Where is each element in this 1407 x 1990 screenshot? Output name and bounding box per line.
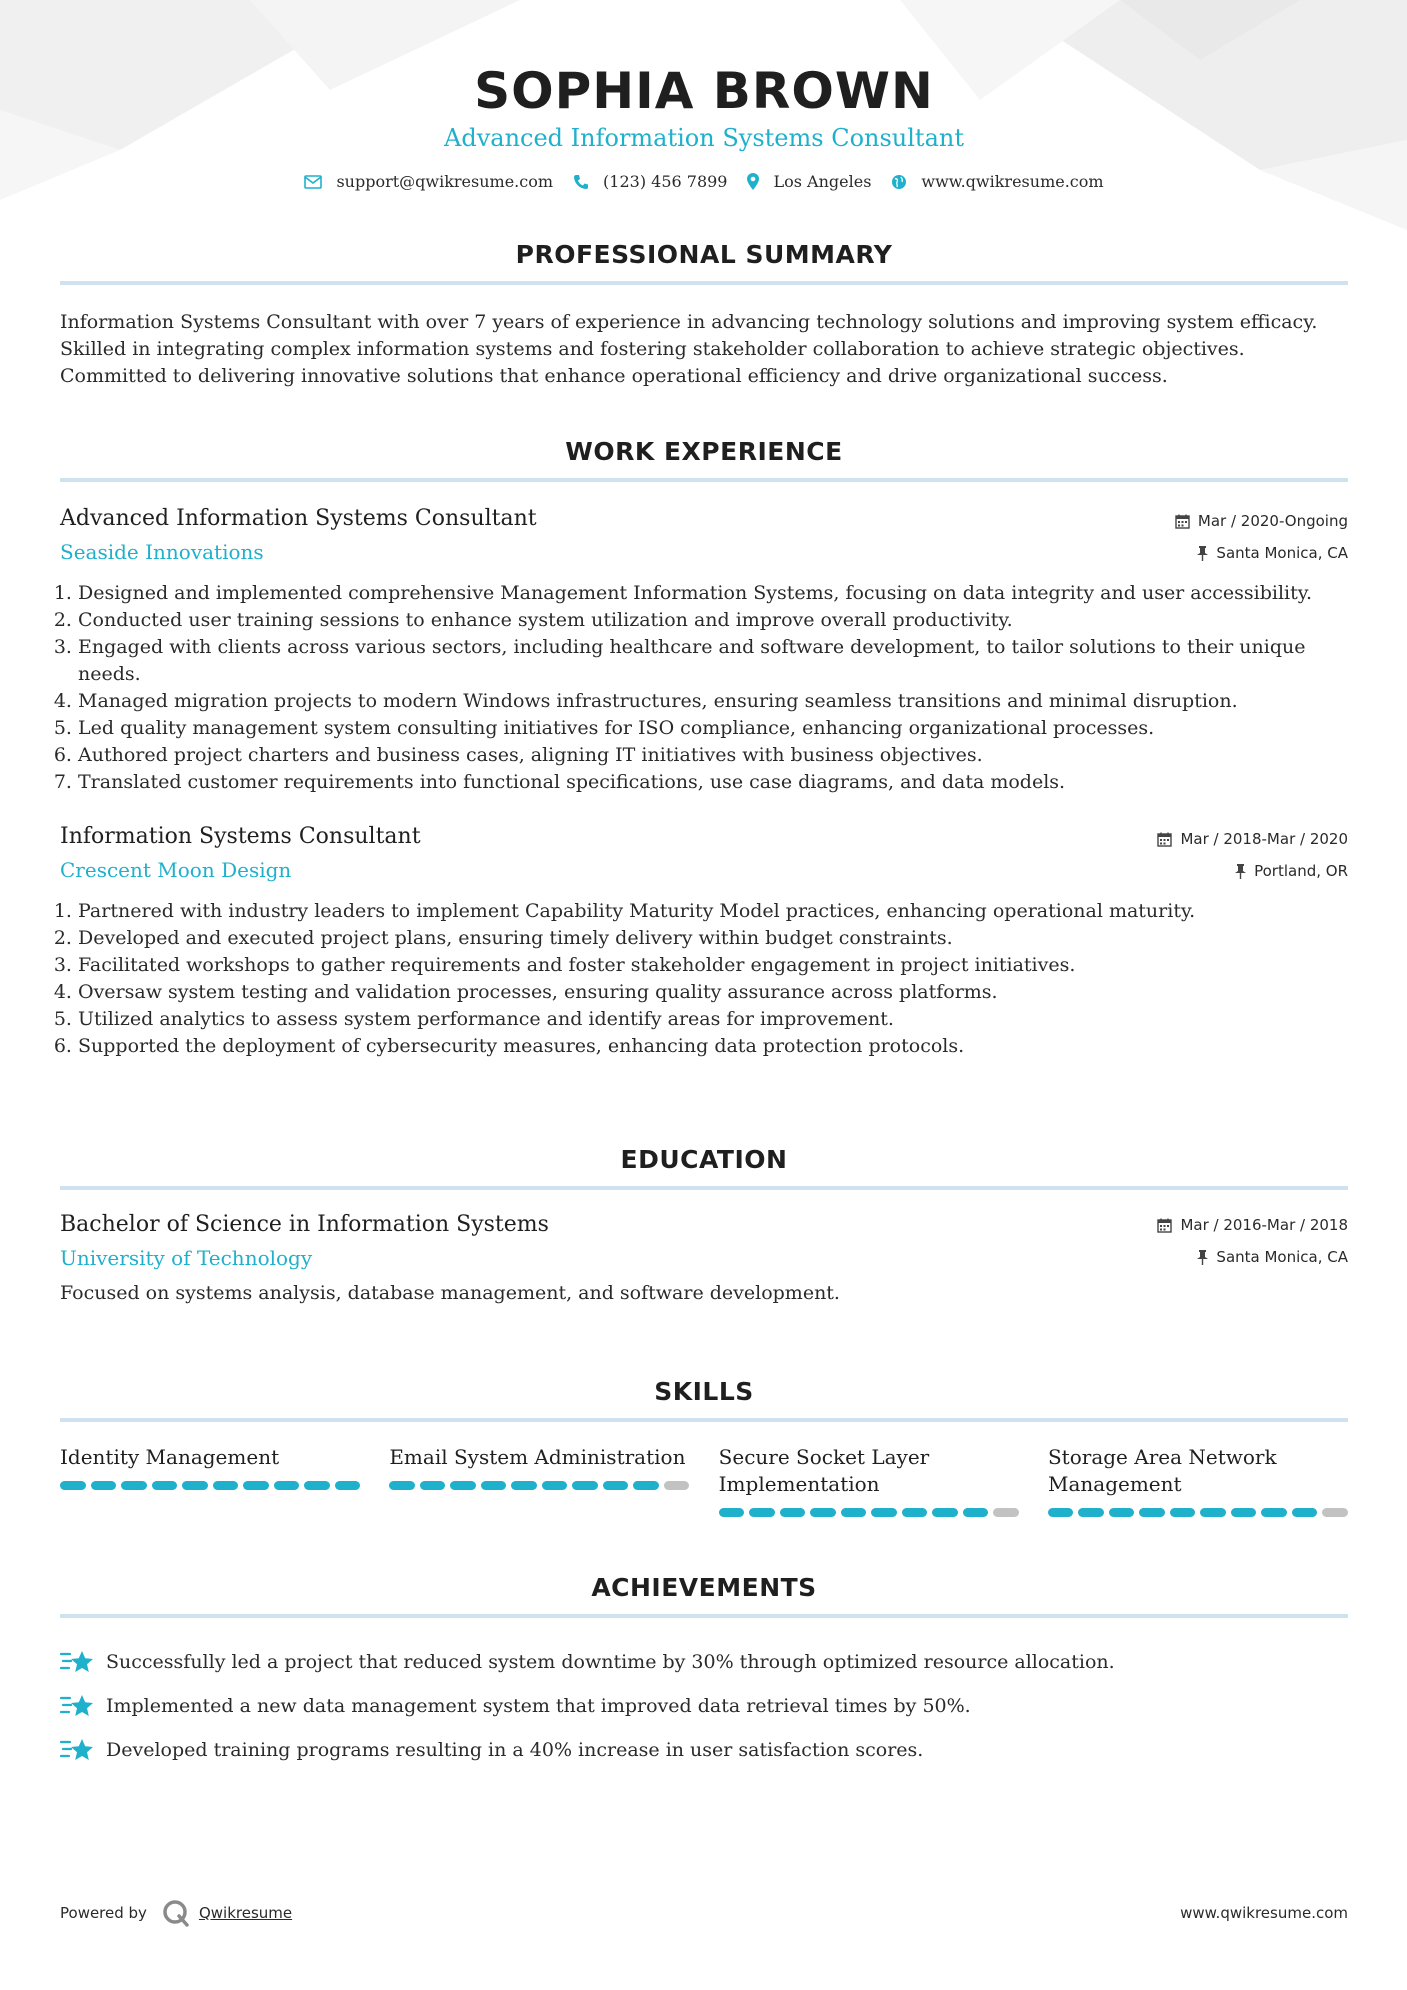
skill-segment-filled xyxy=(121,1481,147,1490)
skill-segment-filled xyxy=(1048,1508,1074,1517)
skill-segment-filled xyxy=(780,1508,806,1517)
job-bullet: 5. Utilized analytics to assess system performance and identify areas for improvement. xyxy=(78,1006,1348,1033)
section-divider xyxy=(60,1186,1348,1190)
skill-segment-filled xyxy=(1078,1508,1104,1517)
skill-segment-filled xyxy=(1261,1508,1287,1517)
education-heading: EDUCATION xyxy=(620,1145,788,1174)
job-title: Advanced Information Systems Consultant xyxy=(60,506,537,531)
skill-name: Secure Socket Layer Implementation xyxy=(718,1445,930,1496)
skill-segment-filled xyxy=(841,1508,867,1517)
contact-location xyxy=(747,172,871,191)
job-title: Information Systems Consultant xyxy=(60,824,421,849)
skill-segment-filled xyxy=(902,1508,928,1517)
phone-icon xyxy=(573,174,589,190)
skill-segment-filled xyxy=(389,1481,415,1490)
job-bullet: 5. Led quality management system consulting initiatives for ISO compliance, enhancing organizational processes. xyxy=(78,715,1348,742)
shooting-star-icon xyxy=(60,1648,94,1676)
skill-item xyxy=(1048,1444,1348,1517)
job-bullet: 3. Engaged with clients across various sectors, including healthcare and software development, to tailor solutions to their unique needs. xyxy=(78,634,1348,688)
candidate-title: Advanced Information Systems Consultant xyxy=(444,124,964,152)
education-section xyxy=(60,1145,1348,1307)
skills-heading: SKILLS xyxy=(654,1377,754,1406)
education-entry xyxy=(60,1210,1348,1307)
calendar-icon xyxy=(1157,1218,1172,1233)
job-bullet: 6. Supported the deployment of cybersecurity measures, enhancing data protection protocols. xyxy=(78,1033,1348,1060)
job-bullet: 1. Designed and implemented comprehensive Management Information Systems, focusing on data integrity and user accessibility. xyxy=(78,580,1348,607)
skill-level-bar xyxy=(389,1481,689,1490)
education-location-text: Santa Monica, CA xyxy=(1216,1248,1348,1266)
job-company: Seaside Innovations xyxy=(60,540,264,564)
skill-segment-filled xyxy=(1109,1508,1135,1517)
footer-website[interactable]: www.qwikresume.com xyxy=(1180,1904,1348,1922)
skill-segment-filled xyxy=(304,1481,330,1490)
pushpin-icon xyxy=(1235,864,1246,879)
job-entry xyxy=(60,504,1348,796)
candidate-name: SOPHIA BROWN xyxy=(474,62,934,120)
contact-phone-text: (123) 456 7899 xyxy=(603,172,728,191)
job-location-text: Portland, OR xyxy=(1254,862,1348,880)
contact-location-text: Los Angeles xyxy=(773,172,872,191)
skill-segment-filled xyxy=(1292,1508,1318,1517)
skill-segment-filled xyxy=(633,1481,659,1490)
envelope-icon xyxy=(304,175,322,189)
job-entry xyxy=(60,822,1348,1060)
experience-section xyxy=(60,437,1348,1060)
calendar-icon xyxy=(1175,514,1190,529)
skill-segment-filled xyxy=(182,1481,208,1490)
education-dates-text: Mar / 2016-Mar / 2018 xyxy=(1180,1216,1348,1234)
contact-email-text: support@qwikresume.com xyxy=(336,172,554,191)
skill-segment-filled xyxy=(1200,1508,1226,1517)
job-dates-text: Mar / 2018-Mar / 2020 xyxy=(1180,830,1348,848)
achievement-text: Developed training programs resulting in a 40% increase in user satisfaction scores. xyxy=(106,1738,924,1761)
education-location xyxy=(1157,1246,1348,1268)
education-degree: Bachelor of Science in Information Systems xyxy=(60,1212,549,1237)
achievements-section xyxy=(60,1573,1348,1772)
skill-segment-filled xyxy=(1139,1508,1165,1517)
achievements-list xyxy=(60,1640,1348,1772)
skill-name: Identity Management xyxy=(60,1445,280,1469)
summary-section xyxy=(60,240,1348,390)
job-bullets xyxy=(60,898,1348,1060)
skill-segment-filled xyxy=(60,1481,86,1490)
skill-segment-filled xyxy=(420,1481,446,1490)
map-pin-icon xyxy=(747,173,759,190)
achievement-text: Implemented a new data management system that improved data retrieval times by 50%. xyxy=(106,1694,971,1717)
job-bullets xyxy=(60,580,1348,796)
achievement-text: Successfully led a project that reduced system downtime by 30% through optimized resource allocation. xyxy=(106,1650,1115,1673)
shooting-star-icon xyxy=(60,1692,94,1720)
skill-segment-filled xyxy=(450,1481,476,1490)
skill-segment-filled xyxy=(603,1481,629,1490)
skill-segment-filled xyxy=(213,1481,239,1490)
contact-email[interactable] xyxy=(304,172,553,191)
pushpin-icon xyxy=(1197,546,1208,561)
job-bullet: 4. Oversaw system testing and validation processes, ensuring quality assurance across platforms. xyxy=(78,979,1348,1006)
skill-segment-filled xyxy=(1231,1508,1257,1517)
calendar-icon xyxy=(1157,832,1172,847)
education-dates xyxy=(1157,1214,1348,1236)
achievement-item xyxy=(60,1640,1348,1684)
powered-by xyxy=(60,1898,292,1928)
skill-level-bar xyxy=(60,1481,360,1490)
skill-level-bar xyxy=(1048,1508,1348,1517)
skill-segment-filled xyxy=(749,1508,775,1517)
shooting-star-icon xyxy=(60,1736,94,1764)
globe-icon xyxy=(891,174,907,190)
section-divider xyxy=(60,281,1348,285)
skill-segment-filled xyxy=(542,1481,568,1490)
skill-segment-empty xyxy=(993,1508,1019,1517)
job-company: Crescent Moon Design xyxy=(60,858,292,882)
summary-text: Information Systems Consultant with over 7 years of experience in advancing technology solutions and improving system efficacy. Skilled in integrating complex information systems and fostering stakeholder collaboration to achieve strategic objectives. Committed to delivering innovative solutions that enhance operational efficiency and drive organizational success. xyxy=(60,311,1318,387)
contact-bar xyxy=(60,172,1348,191)
education-description: Focused on systems analysis, database management, and software development. xyxy=(60,1282,840,1304)
skill-segment-filled xyxy=(91,1481,117,1490)
skill-level-bar xyxy=(719,1508,1019,1517)
skill-segment-filled xyxy=(572,1481,598,1490)
contact-website-text: www.qwikresume.com xyxy=(921,172,1104,191)
pushpin-icon xyxy=(1197,1250,1208,1265)
job-bullet: 6. Authored project charters and business cases, aligning IT initiatives with business objectives. xyxy=(78,742,1348,769)
job-dates xyxy=(1175,510,1348,532)
job-bullet: 2. Developed and executed project plans, ensuring timely delivery within budget constraints. xyxy=(78,925,1348,952)
skill-segment-filled xyxy=(274,1481,300,1490)
skill-segment-filled xyxy=(1170,1508,1196,1517)
job-dates xyxy=(1157,828,1348,850)
skill-segment-empty xyxy=(664,1481,690,1490)
skill-segment-filled xyxy=(481,1481,507,1490)
qwikresume-logo-icon xyxy=(161,1898,191,1928)
skill-name: Email System Administration xyxy=(389,1445,686,1469)
job-location xyxy=(1157,860,1348,882)
contact-website[interactable] xyxy=(891,172,1103,191)
skill-name: Storage Area Network Management xyxy=(1047,1445,1277,1496)
summary-heading: PROFESSIONAL SUMMARY xyxy=(515,240,893,269)
job-location-text: Santa Monica, CA xyxy=(1216,544,1348,562)
job-dates-text: Mar / 2020-Ongoing xyxy=(1197,512,1348,530)
job-bullet: 3. Facilitated workshops to gather requirements and foster stakeholder engagement in project initiatives. xyxy=(78,952,1348,979)
section-divider xyxy=(60,1614,1348,1618)
section-divider xyxy=(60,478,1348,482)
job-bullet: 4. Managed migration projects to modern Windows infrastructures, ensuring seamless transitions and minimal disruption. xyxy=(78,688,1348,715)
qwikresume-link[interactable]: Qwikresume xyxy=(198,1904,293,1922)
skill-item xyxy=(60,1444,360,1517)
skill-segment-filled xyxy=(243,1481,269,1490)
job-bullet: 7. Translated customer requirements into functional specifications, use case diagrams, and data models. xyxy=(78,769,1348,796)
powered-by-label: Powered by xyxy=(60,1904,147,1922)
skill-segment-filled xyxy=(932,1508,958,1517)
skill-segment-filled xyxy=(963,1508,989,1517)
education-school: University of Technology xyxy=(60,1246,313,1270)
section-divider xyxy=(60,1418,1348,1422)
skill-segment-empty xyxy=(1322,1508,1348,1517)
page-footer xyxy=(60,1898,1348,1928)
job-bullet: 1. Partnered with industry leaders to implement Capability Maturity Model practices, enhancing operational maturity. xyxy=(78,898,1348,925)
job-location xyxy=(1175,542,1348,564)
skills-grid xyxy=(60,1444,1348,1517)
skills-section xyxy=(60,1377,1348,1517)
skill-segment-filled xyxy=(511,1481,537,1490)
achievement-item xyxy=(60,1728,1348,1772)
skill-segment-filled xyxy=(810,1508,836,1517)
contact-phone[interactable] xyxy=(573,172,727,191)
achievements-heading: ACHIEVEMENTS xyxy=(591,1573,817,1602)
achievement-item xyxy=(60,1684,1348,1728)
job-bullet: 2. Conducted user training sessions to enhance system utilization and improve overall productivity. xyxy=(78,607,1348,634)
skill-segment-filled xyxy=(719,1508,745,1517)
skill-segment-filled xyxy=(335,1481,361,1490)
skill-item xyxy=(719,1444,1019,1517)
resume-page xyxy=(60,0,1348,1990)
skill-segment-filled xyxy=(871,1508,897,1517)
experience-heading: WORK EXPERIENCE xyxy=(565,437,843,466)
resume-header xyxy=(60,0,1348,191)
skill-segment-filled xyxy=(152,1481,178,1490)
skill-item xyxy=(389,1444,689,1517)
